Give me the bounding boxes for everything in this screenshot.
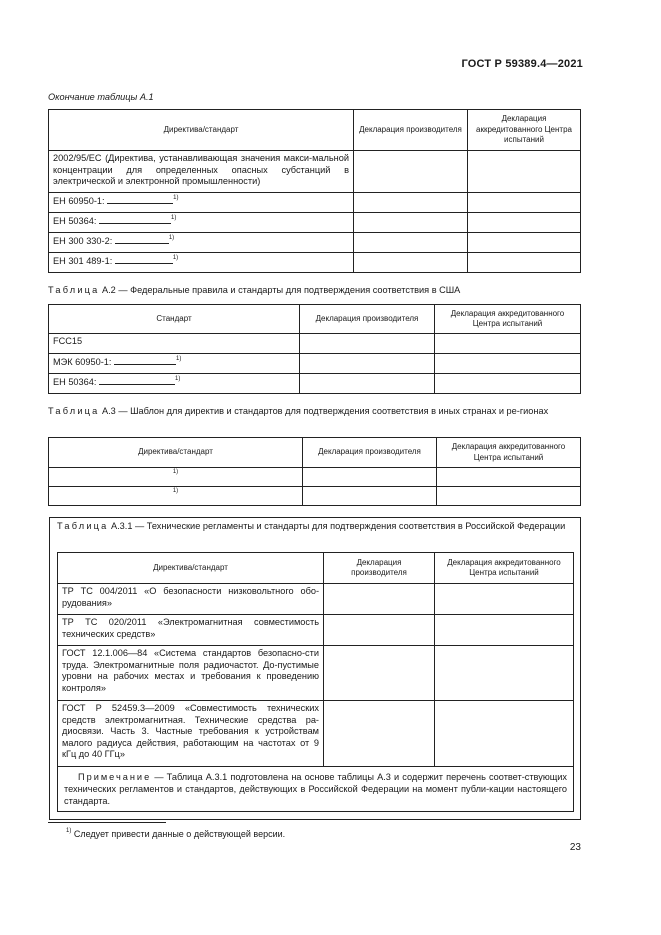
table-row: МЭК 60950-1: $^{1)}$ <box>49 354 300 374</box>
table-row: ГОСТ Р 52459.3—2009 «Совместимость технических средств электромагнитная. Технические средства ра-диосвязи. Часть 3. Частные требования к устройствам малого радиуса действия, работающим на частотах от 9 кГц до 40 ГГц» <box>58 701 324 767</box>
table-row: 1) <box>49 468 303 487</box>
table-row: ТР ТС 020/2011 «Электромагнитная совместимость технических средств» <box>58 615 324 646</box>
table-row: ЕН 60950-1: $^{1)}$ <box>49 193 354 213</box>
page-number: 23 <box>569 842 581 853</box>
header-cell: Стандарт <box>49 305 300 334</box>
header-cell: Декларация аккредитованного Центра испытаний <box>468 110 581 151</box>
table-row: 1) <box>49 487 303 506</box>
table-row: FCC15 <box>49 334 300 354</box>
document-code: ГОСТ Р 59389.4—2021 <box>461 58 583 70</box>
table-a1 <box>48 109 581 273</box>
table-row: ЕН 301 489-1: $^{1)}$ <box>49 253 354 273</box>
table-a2 <box>48 304 581 394</box>
header-cell: Декларация производителя <box>324 553 435 584</box>
table-row: ЕН 300 330-2: $^{1)}$ <box>49 233 354 253</box>
table-row: ТР ТС 004/2011 «О безопасности низковольтного обо-рудования» <box>58 584 324 615</box>
table-row: ГОСТ 12.1.006—84 «Система стандартов безопасно-сти труда. Электромагнитные поля радиочастот. До-пустимые уровни на рабочих местах и требования к проведению контроля» <box>58 646 324 701</box>
header-cell: Декларация производителя <box>303 438 437 468</box>
header-cell: Декларация аккредитованного Центра испытаний <box>437 438 581 468</box>
table-a3 <box>48 437 581 506</box>
table-a31 <box>57 552 574 812</box>
header-cell: Декларация производителя <box>354 110 468 151</box>
header-cell: Декларация аккредитованного Центра испытаний <box>435 305 581 334</box>
table-row: ЕН 50364: $^{1)}$ <box>49 213 354 233</box>
table-row: 2002/95/ЕС (Директива, устанавливающая значения макси-мальной концентрации для определенных опасных субстанций в электрической и электронной промышленности) <box>49 151 354 193</box>
header-cell: Декларация аккредитованного Центра испытаний <box>435 553 574 584</box>
header-cell: Директива/стандарт <box>49 110 354 151</box>
footnote: $^{1)}$ Следует привести данные о действующей версии. <box>66 828 286 839</box>
table-a3-caption: Таблица А.3 — Шаблон для директив и стандартов для подтверждения соответствия в иных странах и ре-гионах <box>48 406 549 416</box>
header-cell: Директива/стандарт <box>49 438 303 468</box>
continuation-caption: Окончание таблицы А.1 <box>48 92 154 102</box>
table-note: Примечание — Таблица А.3.1 подготовлена на основе таблицы А.3 и содержит перечень соответ-ствующих технических регламентов и стандартов, действующих в Российской Федерации на момент публи-кации настоящего стандарта. <box>58 767 574 812</box>
table-row: ЕН 50364: $^{1)}$ <box>49 374 300 394</box>
header-cell: Директива/стандарт <box>58 553 324 584</box>
header-cell: Декларация производителя <box>300 305 435 334</box>
table-a31-caption: Таблица А.3.1 — Технические регламенты и стандарты для подтверждения соответствия в Российской Федерации <box>57 521 566 531</box>
table-a2-caption: Таблица А.2 — Федеральные правила и стандарты для подтверждения соответствия в США <box>48 285 461 295</box>
footnote-separator <box>48 822 166 823</box>
